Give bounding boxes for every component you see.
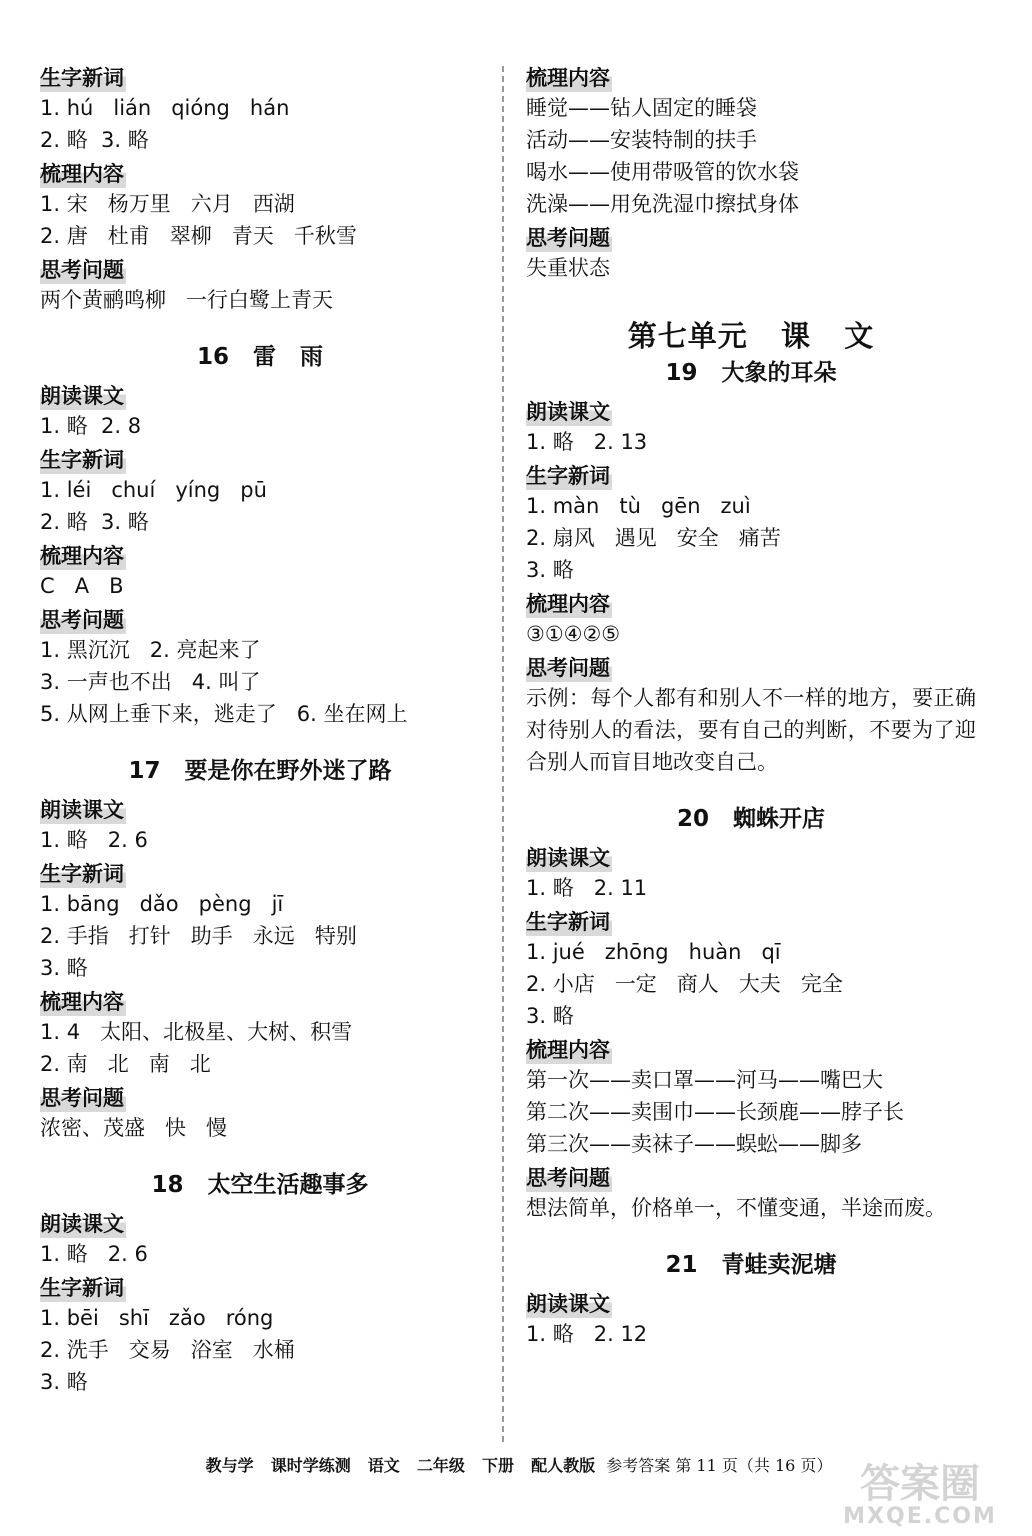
section-heading-row (526, 60, 976, 92)
section-heading-row (526, 586, 976, 618)
footer-brand: 教与学 (205, 1456, 254, 1475)
answer-line: 活动——安装特制的扶手 (526, 128, 757, 152)
answer-line: 3. 略 (526, 558, 574, 582)
answer-line: 第三次——卖袜子——蜈蚣——脚多 (526, 1132, 862, 1156)
answer-line: 洗澡——用免洗湿巾擦拭身体 (526, 192, 799, 216)
footer-series: 课时学练测 (270, 1456, 351, 1475)
footer-section: 参考答案 (606, 1456, 671, 1475)
watermark-logo-text: 答案圈 (860, 1461, 980, 1507)
section-heading: 思考问题 (40, 1086, 124, 1110)
section-heading-row (40, 792, 480, 824)
left-column (40, 60, 480, 1398)
section-heading-row (526, 1286, 976, 1318)
section-heading-row (526, 458, 976, 490)
section-heading: 梳理内容 (526, 592, 610, 616)
answer-line: 第二次——卖围巾——长颈鹿——脖子长 (526, 1100, 904, 1124)
answer-line: 1. 略 2. 6 (40, 1242, 148, 1266)
answer-line: 1. 宋 杨万里 六月 西湖 (40, 192, 295, 216)
section-heading: 梳理内容 (40, 162, 124, 186)
section-heading: 生字新词 (526, 910, 610, 934)
section-heading: 梳理内容 (40, 990, 124, 1014)
section-heading-row (526, 1032, 976, 1064)
section-heading-row (526, 840, 976, 872)
section-heading: 思考问题 (526, 1166, 610, 1190)
lesson-title: 19 大象的耳朵 (665, 360, 837, 386)
section-heading: 思考问题 (526, 226, 610, 250)
answer-line: 2. 南 北 南 北 (40, 1052, 211, 1076)
section-heading-row (40, 1206, 480, 1238)
lesson-title: 17 要是你在野外迷了路 (128, 758, 392, 784)
footer-edition: 配人教版 (531, 1456, 596, 1475)
answer-line: 2. 扇风 遇见 安全 痛苦 (526, 526, 781, 550)
section-heading-row (40, 984, 480, 1016)
answer-line: 3. 略 (40, 1370, 88, 1394)
answer-line: 1. bēi shī zǎo róng (40, 1306, 274, 1330)
section-heading: 生字新词 (40, 448, 124, 472)
answer-line: 2. 手指 打针 助手 永远 特别 (40, 924, 357, 948)
unit-title: 第七单元 课 文 (627, 319, 875, 353)
section-heading: 朗读课文 (40, 384, 124, 408)
answer-line: 1. 黑沉沉 2. 亮起来了 (40, 638, 261, 662)
section-heading-row (40, 1270, 480, 1302)
section-heading: 生字新词 (40, 1276, 124, 1300)
answer-line: 1. 略 2. 12 (526, 1322, 648, 1346)
section-heading: 朗读课文 (526, 846, 610, 870)
answer-line: 3. 略 (526, 1004, 574, 1028)
answer-line: 1. 略 2. 11 (526, 876, 648, 900)
footer-subject: 语文 (367, 1456, 400, 1475)
right-column (526, 60, 976, 1350)
answer-line: 2. 小店 一定 商人 大夫 完全 (526, 972, 843, 996)
answer-paragraph: 示例：每个人都有和别人不一样的地方，要正确对待别人的看法，要有自己的判断，不要为了迎合别人而盲目地改变自己。 (526, 686, 976, 774)
section-heading: 思考问题 (40, 608, 124, 632)
answer-line: 2. 唐 杜甫 翠柳 青天 千秋雪 (40, 224, 357, 248)
answer-line: 1. léi chuí yíng pū (40, 478, 267, 502)
lesson-title: 18 太空生活趣事多 (151, 1172, 369, 1198)
section-heading: 朗读课文 (526, 400, 610, 424)
answer-line: 1. màn tù gēn zuì (526, 494, 751, 518)
section-heading-row (40, 156, 480, 188)
section-heading: 朗读课文 (40, 1212, 124, 1236)
column-divider (502, 66, 504, 1442)
answer-paragraph: 想法简单，价格单一，不懂变通，半途而废。 (526, 1196, 946, 1220)
answer-line: 1. 略 2. 8 (40, 414, 142, 438)
answer-line: 3. 一声也不出 4. 叫了 (40, 670, 261, 694)
answer-line: 1. hú lián qióng hán (40, 96, 290, 120)
section-heading: 生字新词 (40, 66, 124, 90)
section-heading-row (40, 252, 480, 284)
section-heading: 生字新词 (526, 464, 610, 488)
answer-line: 失重状态 (526, 256, 610, 280)
section-heading: 梳理内容 (40, 544, 124, 568)
answer-line: 睡觉——钻人固定的睡袋 (526, 96, 757, 120)
section-heading-row (40, 378, 480, 410)
lesson-title: 21 青蛙卖泥塘 (665, 1252, 837, 1278)
section-heading-row (526, 220, 976, 252)
lesson-title: 16 雷 雨 (196, 344, 324, 370)
section-heading: 思考问题 (40, 258, 124, 282)
section-heading-row (526, 1160, 976, 1192)
section-heading: 朗读课文 (40, 798, 124, 822)
section-heading-row (526, 394, 976, 426)
answer-line: 第一次——卖口罩——河马——嘴巴大 (526, 1068, 883, 1092)
answer-line: 2. 洗手 交易 浴室 水桶 (40, 1338, 295, 1362)
section-heading-row (40, 442, 480, 474)
answer-line: C A B (40, 574, 124, 598)
watermark-logo (822, 1462, 1018, 1528)
section-heading: 梳理内容 (526, 1038, 610, 1062)
section-heading-row (40, 1080, 480, 1112)
section-heading-row (40, 60, 480, 92)
answer-line: 1. 4 太阳、北极星、大树、积雪 (40, 1020, 353, 1044)
section-heading: 梳理内容 (526, 66, 610, 90)
answer-line: 3. 略 (40, 956, 88, 980)
answer-line: 1. 略 2. 13 (526, 430, 648, 454)
watermark-url: MXQE.COM (843, 1504, 997, 1529)
section-heading-row (40, 856, 480, 888)
answer-line: 1. 略 2. 6 (40, 828, 148, 852)
answer-line: 5. 从网上垂下来，逃走了 6. 坐在网上 (40, 702, 408, 726)
section-heading: 朗读课文 (526, 1292, 610, 1316)
answer-line: 2. 略 3. 略 (40, 128, 149, 152)
answer-line: 喝水——使用带吸管的饮水袋 (526, 160, 799, 184)
answer-line: ③①④②⑤ (526, 622, 621, 646)
footer-grade: 二年级 (416, 1456, 465, 1475)
lesson-title: 20 蜘蛛开店 (676, 806, 826, 832)
section-heading-row (40, 602, 480, 634)
section-heading: 生字新词 (40, 862, 124, 886)
answer-line: 2. 略 3. 略 (40, 510, 149, 534)
section-heading: 思考问题 (526, 656, 610, 680)
section-heading-row (40, 538, 480, 570)
section-heading-row (526, 904, 976, 936)
section-heading-row (526, 650, 976, 682)
answer-line: 浓密、茂盛 快 慢 (40, 1116, 228, 1140)
answer-line: 1. bāng dǎo pèng jī (40, 892, 284, 916)
answer-line: 1. jué zhōng huàn qī (526, 940, 781, 964)
footer-volume: 下册 (482, 1456, 515, 1475)
answer-line: 两个黄鹂鸣柳 一行白鹭上青天 (40, 288, 334, 312)
footer-page-number: 第 11 页（共 16 页） (675, 1456, 833, 1475)
